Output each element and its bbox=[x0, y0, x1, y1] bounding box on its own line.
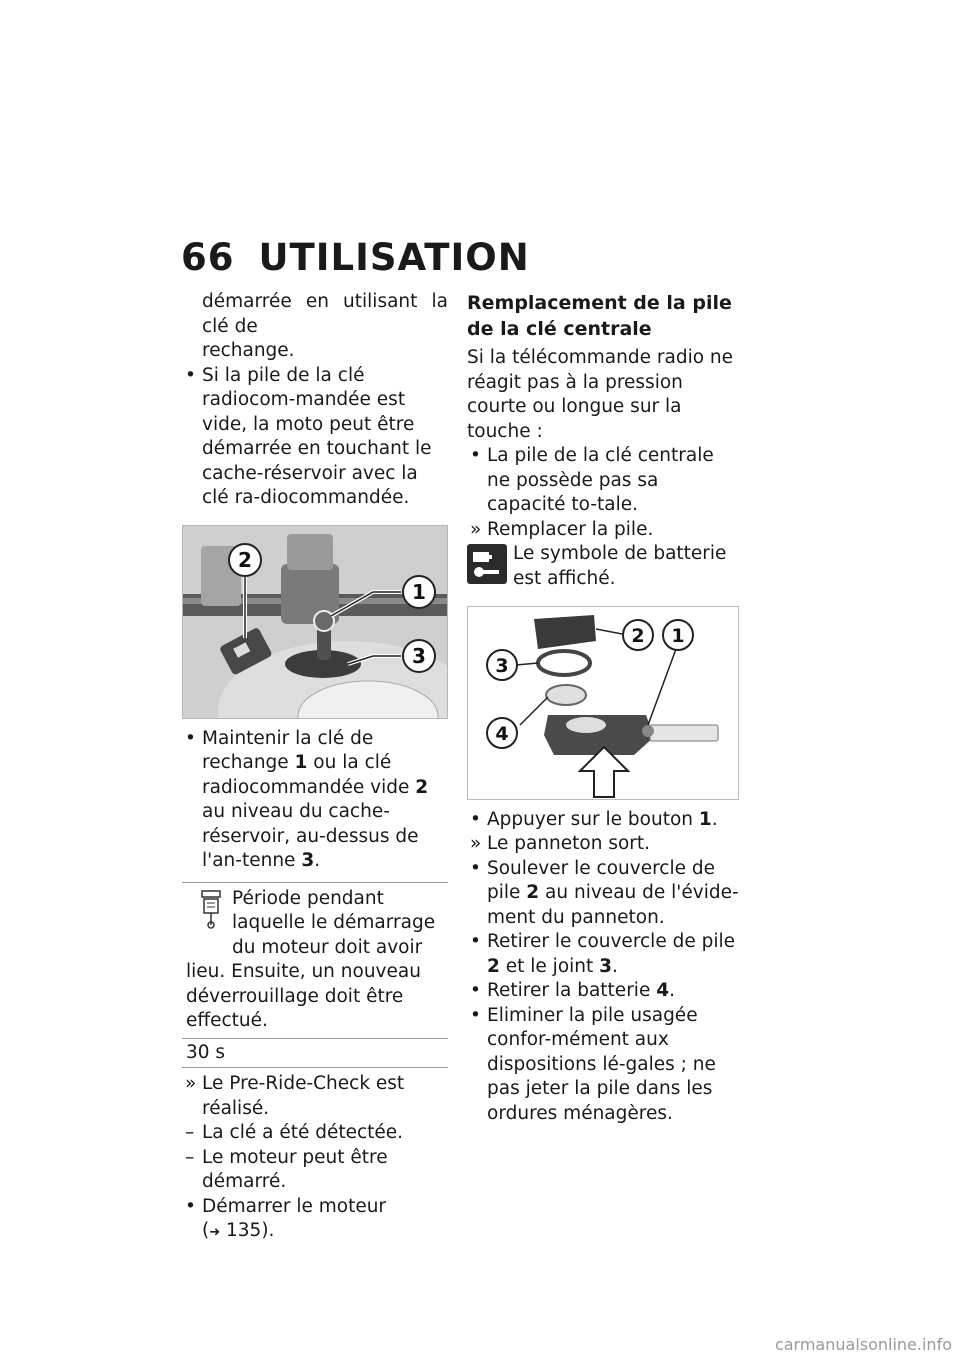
bullet-item: • Eliminer la pile usagée confor-mément aux dispositions lé-gales ; ne pas jeter la pile dans les ordures ménagères. bbox=[470, 1004, 716, 1124]
timing-note bbox=[182, 882, 448, 1069]
action-marker: » bbox=[470, 518, 482, 540]
dash-marker: – bbox=[185, 1122, 195, 1143]
callout-1-icon bbox=[403, 576, 435, 608]
result-item: » Le Pre-Ride-Check est réalisé. bbox=[185, 1073, 405, 1119]
svg-text:3: 3 bbox=[412, 643, 426, 668]
dash-item: – Le moteur peut être démarré. bbox=[185, 1146, 388, 1192]
page-number: 66 bbox=[181, 236, 235, 279]
page-header bbox=[181, 236, 530, 279]
action-item: » Remplacer la pile. bbox=[467, 518, 739, 543]
bullet-marker: • bbox=[470, 808, 481, 830]
page-ref-arrow-icon: ➜ bbox=[209, 1225, 221, 1240]
svg-text:3: 3 bbox=[495, 654, 509, 677]
continued-text: démarrée en utilisant la clé de rechange. bbox=[202, 291, 448, 361]
result-marker: » bbox=[185, 1073, 197, 1094]
svg-text:1: 1 bbox=[412, 579, 426, 604]
bullet-item: • Retirer le couvercle de pile 2 et le joint 3. bbox=[470, 931, 735, 977]
figure-key-tank bbox=[182, 525, 448, 719]
bullet-marker: • bbox=[470, 445, 481, 466]
bullet-marker: • bbox=[185, 364, 196, 386]
callout-1-icon bbox=[663, 620, 693, 650]
note-text: Période pendant laquelle le démarrage du moteur doit avoir lieu. Ensuite, un nouveau déverrouillage doit être effectué. bbox=[186, 887, 436, 1031]
key-battery-icon bbox=[467, 544, 507, 592]
section-heading: Remplacement de la pile de la clé centrale bbox=[467, 292, 732, 340]
bullet-item: • La pile de la clé centrale ne possède pas sa capacité to-tale. bbox=[470, 445, 714, 515]
section-title: UTILISATION bbox=[258, 236, 530, 279]
bullet-item: • Si la pile de la clé radiocom-mandée est vide, la moto peut être démarrée en touchant le cache-réservoir avec la clé ra-diocommandée. bbox=[185, 364, 432, 508]
bullet-marker: • bbox=[470, 857, 481, 879]
svg-text:4: 4 bbox=[495, 722, 509, 745]
result-marker: » bbox=[470, 833, 482, 854]
callout-2-icon bbox=[229, 544, 261, 576]
bullet-marker: • bbox=[470, 980, 481, 1001]
piston-icon bbox=[198, 889, 224, 937]
figure-key-battery bbox=[467, 606, 739, 800]
dash-item: – La clé a été détectée. bbox=[182, 1121, 448, 1146]
battery-indicator-note: Le symbole de batterie est affiché. bbox=[467, 542, 739, 592]
dash-marker: – bbox=[185, 1146, 195, 1168]
bullet-marker: • bbox=[470, 931, 481, 952]
svg-text:2: 2 bbox=[238, 547, 252, 572]
bullet-marker: • bbox=[185, 727, 196, 749]
callout-2-icon bbox=[623, 620, 653, 650]
callout-3-icon bbox=[487, 650, 517, 680]
bullet-item: • Démarrer le moteur (➜ 135). bbox=[185, 1195, 387, 1241]
callout-4-icon bbox=[487, 718, 517, 748]
left-column bbox=[182, 290, 448, 1246]
bullet-item: • Retirer la batterie 4. bbox=[467, 979, 739, 1004]
right-column bbox=[467, 290, 739, 1126]
page-ref-link[interactable]: 135 bbox=[226, 1220, 262, 1241]
bullet-item: • Maintenir la clé de rechange 1 ou la clé radiocommandée vide 2 au niveau du cache-réservoir, au-dessus de l'an-tenne 3. bbox=[185, 727, 429, 871]
bullet-marker: • bbox=[185, 1195, 196, 1217]
svg-text:2: 2 bbox=[631, 624, 645, 647]
note-value: 30 s bbox=[182, 1038, 448, 1068]
intro-text: Si la télécommande radio ne réagit pas à la pression courte ou longue sur la touche : bbox=[467, 347, 734, 442]
watermark: carmanualsonline.info bbox=[774, 1335, 952, 1354]
result-item: » Le panneton sort. bbox=[467, 832, 739, 857]
bullet-item: • Soulever le couvercle de pile 2 au niveau de l'évide-ment du panneton. bbox=[470, 857, 739, 928]
svg-text:1: 1 bbox=[671, 624, 685, 647]
bullet-marker: • bbox=[470, 1004, 481, 1026]
bullet-item: • Appuyer sur le bouton 1. bbox=[467, 808, 739, 833]
callout-3-icon bbox=[403, 640, 435, 672]
